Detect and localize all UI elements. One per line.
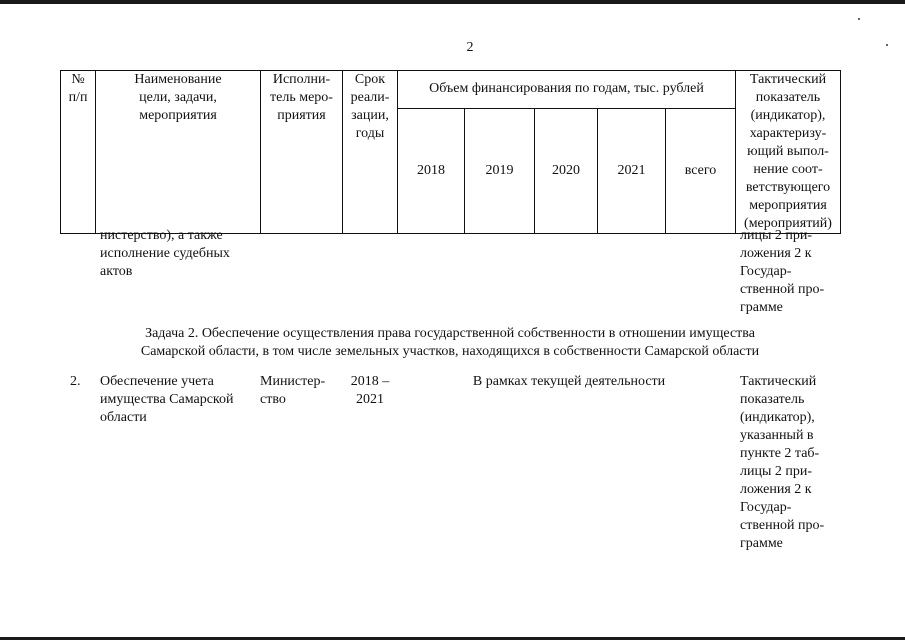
continuation-name-text: нистерство), а также исполнение судебных актов — [100, 228, 230, 279]
table-header — [60, 70, 841, 234]
row-executor: Министер- ство — [260, 374, 326, 407]
task-heading — [60, 325, 840, 361]
year-header-2021: 2021 — [598, 108, 666, 233]
column-header-name: Наименование цели, задачи, мероприятия — [96, 71, 261, 234]
row-term: 2018 – 2021 — [350, 374, 390, 407]
column-header-executor: Исполни- тель меро- приятия — [261, 71, 343, 234]
row-funding-note: В рамках текущей деятельности — [472, 374, 666, 389]
task-heading-line: Задача 2. Обеспечение осуществления права государственной собственности в отношении имущества — [145, 326, 755, 341]
task-heading-line: Самарской области, в том числе земельных участков, находящихся в собственности Самарской области — [140, 344, 760, 359]
year-header-2020: 2020 — [535, 108, 598, 233]
column-header-indicator: Тактический показатель (индикатор), характеризу- ющий выпол- нение соот- ветствующего мероприятия (мероприятий) — [736, 71, 841, 234]
page-number: 2 — [466, 40, 474, 55]
year-header-2019: 2019 — [465, 108, 535, 233]
scan-speck — [858, 18, 860, 20]
year-header-2018: 2018 — [398, 108, 465, 233]
row-measure-name: Обеспечение учета имущества Самарской области — [100, 374, 234, 425]
column-header-funding: Объем финансирования по годам, тыс. рублей — [398, 71, 736, 109]
column-header-term: Срок реали- зации, годы — [343, 71, 398, 234]
row-number: 2. — [70, 374, 81, 389]
row-indicator: Тактический показатель (индикатор), указанный в пункте 2 таб- лицы 2 при- ложения 2 к Государ- ственной про- грамме — [740, 374, 825, 551]
year-header-total: всего — [666, 108, 736, 233]
scan-top-border — [0, 0, 905, 4]
continuation-indicator-text: лицы 2 при- ложения 2 к Государ- ственной про- грамме — [740, 228, 825, 315]
column-header-number: № п/п — [61, 71, 96, 234]
